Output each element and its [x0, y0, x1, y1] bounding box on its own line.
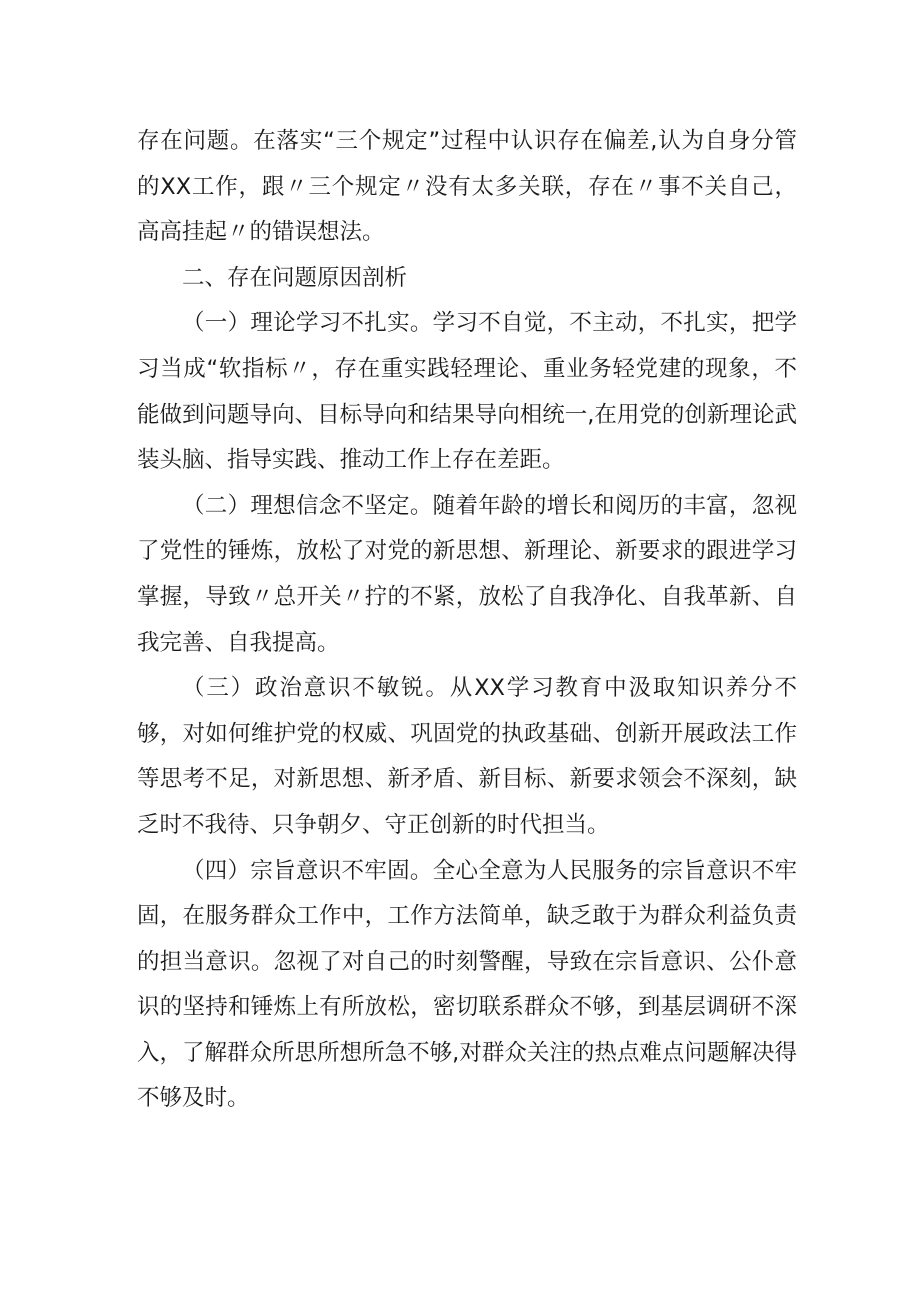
paragraph-political-awareness: （三）政治意识不敏锐。从XX学习教育中汲取知识养分不够，对如何维护党的权威、巩固党的执政基础、创新开展政法工作等思考不足，对新思想、新矛盾、新目标、新要求领会不深刻，缺乏时不我待、只争朝夕、守正创新的时代担当。: [137, 675, 797, 838]
paragraph-purpose-awareness: （四）宗旨意识不牢固。全心全意为人民服务的宗旨意识不牢固，在服务群众工作中，工作方法简单，缺乏敢于为群众利益负责的担当意识。忽视了对自己的时刻警醒，导致在宗旨意识、公仆意识的坚持和锤炼上有所放松，密切联系群众不够，到基层调研不深入，了解群众所思所想所急不够,对群众关注的热点难点问题解决得不够及时。: [137, 857, 797, 1112]
paragraph-continuation: 存在问题。在落实“三个规定”过程中认识存在偏差,认为自身分管的XX工作，跟〃三个规定〃没有太多关联，存在〃事不关自己，高高挂起〃的错误想法。: [137, 128, 797, 246]
section-heading: 二、存在问题原因剖析: [182, 264, 408, 291]
paragraph-ideals-belief: （二）理想信念不坚定。随着年龄的增长和阅历的丰富，忽视了党性的锤炼，放松了对党的新思想、新理论、新要求的跟进学习掌握，导致〃总开关〃拧的不紧，放松了自我净化、自我革新、自我完善、自我提高。: [137, 492, 797, 656]
document-body: [137, 119, 797, 1122]
paragraph-theory-study: （一）理论学习不扎实。学习不自觉，不主动，不扎实，把学习当成“软指标〃，存在重实践轻理论、重业务轻党建的现象，不能做到问题导向、目标导向和结果导向相统一,在用党的创新理论武装头脑、指导实践、推动工作上存在差距。: [137, 310, 797, 474]
